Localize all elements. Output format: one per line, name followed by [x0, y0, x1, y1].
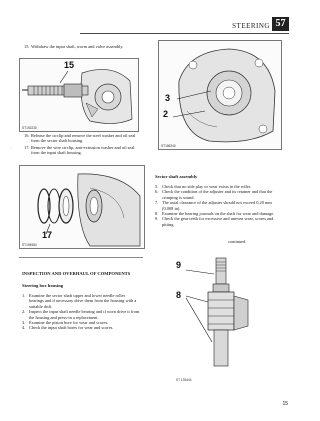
- list-item: 9. Check the gear teeth for excessive and uneven wear, scores and pitting.: [155, 216, 274, 227]
- step-text: Remove the wire circlip, anti-extrusion washer and oil seal from the input shaft housing.: [31, 145, 135, 156]
- figure-steering-housing: [158, 40, 282, 150]
- sub-heading-sector-shaft: Sector shaft assembly: [155, 174, 198, 179]
- figure-code: ST186240: [161, 144, 176, 148]
- figure-input-shaft-withdrawal: [19, 58, 139, 132]
- step-number: 16.: [24, 133, 30, 138]
- margin-mark: ·: [10, 146, 12, 151]
- list-item: 5. Check that no side play or wear exists in the roller.: [155, 184, 252, 189]
- sector-shaft-list: [155, 184, 281, 227]
- list-item: 3. Examine the piston bore for wear and scores.: [22, 320, 109, 326]
- step-16: [24, 133, 142, 144]
- figure-seal-removal: [19, 165, 145, 249]
- list-item: 6. Check the condition of the adjuster and its retainer and that the crimping is sound.: [155, 189, 273, 200]
- figure-code: ST192230: [22, 126, 37, 130]
- figure-callout: 17: [42, 230, 53, 240]
- figure-callout: 8: [176, 290, 182, 300]
- list-item: 1. Examine the sector shaft upper and lower needle roller bearings and if necessary drive them from the housing with a suitable drift.: [22, 293, 137, 309]
- header-rule: [80, 33, 289, 34]
- column-rule: [19, 257, 143, 258]
- figure-callout: 3: [165, 93, 171, 103]
- section-number-badge: 57: [272, 17, 289, 31]
- figure-callout: 9: [176, 260, 182, 270]
- step-text: Release the circlip and remove the steel washer and oil seal from the sector shaft housing.: [31, 133, 136, 144]
- steering-housing-illustration: [159, 41, 281, 149]
- figure-callout: 15: [64, 60, 75, 70]
- step-number: 17.: [24, 145, 30, 150]
- list-item: 2. Inspect the input shaft needle bearing and if worn drive it from the housing and press-in a replacement.: [22, 309, 140, 320]
- figure-code: ST 135444: [176, 378, 192, 382]
- page-number: 15: [282, 401, 288, 407]
- figure-code: ST194984: [22, 243, 37, 247]
- figure-callout: 2: [163, 109, 169, 119]
- housing-inspection-list: [22, 293, 140, 331]
- step-text: Withdraw the input shaft, worm and valve assembly.: [31, 44, 124, 49]
- continued-note: continued: [228, 239, 246, 244]
- step-17: [24, 145, 142, 156]
- section-heading: INSPECTION AND OVERHAUL OF COMPONENTS: [22, 271, 131, 276]
- list-item: 8. Examine the bearing journals on the shaft for wear and damage.: [155, 211, 275, 217]
- sector-shaft-illustration: [176, 250, 266, 382]
- figure-sector-shaft: [176, 250, 266, 382]
- step-15: [24, 44, 140, 49]
- input-shaft-illustration: [20, 59, 138, 131]
- step-number: 15.: [24, 44, 30, 49]
- section-title: STEERING: [232, 22, 270, 30]
- list-item: 4. Check the input shaft bores for wear and scores.: [22, 325, 114, 331]
- seal-removal-illustration: [20, 166, 144, 248]
- list-item: 7. The axial clearance of the adjuster should not exceed 0,20 mm (0.008 in).: [155, 200, 272, 211]
- sub-heading-housing: Steering box housing: [22, 283, 64, 288]
